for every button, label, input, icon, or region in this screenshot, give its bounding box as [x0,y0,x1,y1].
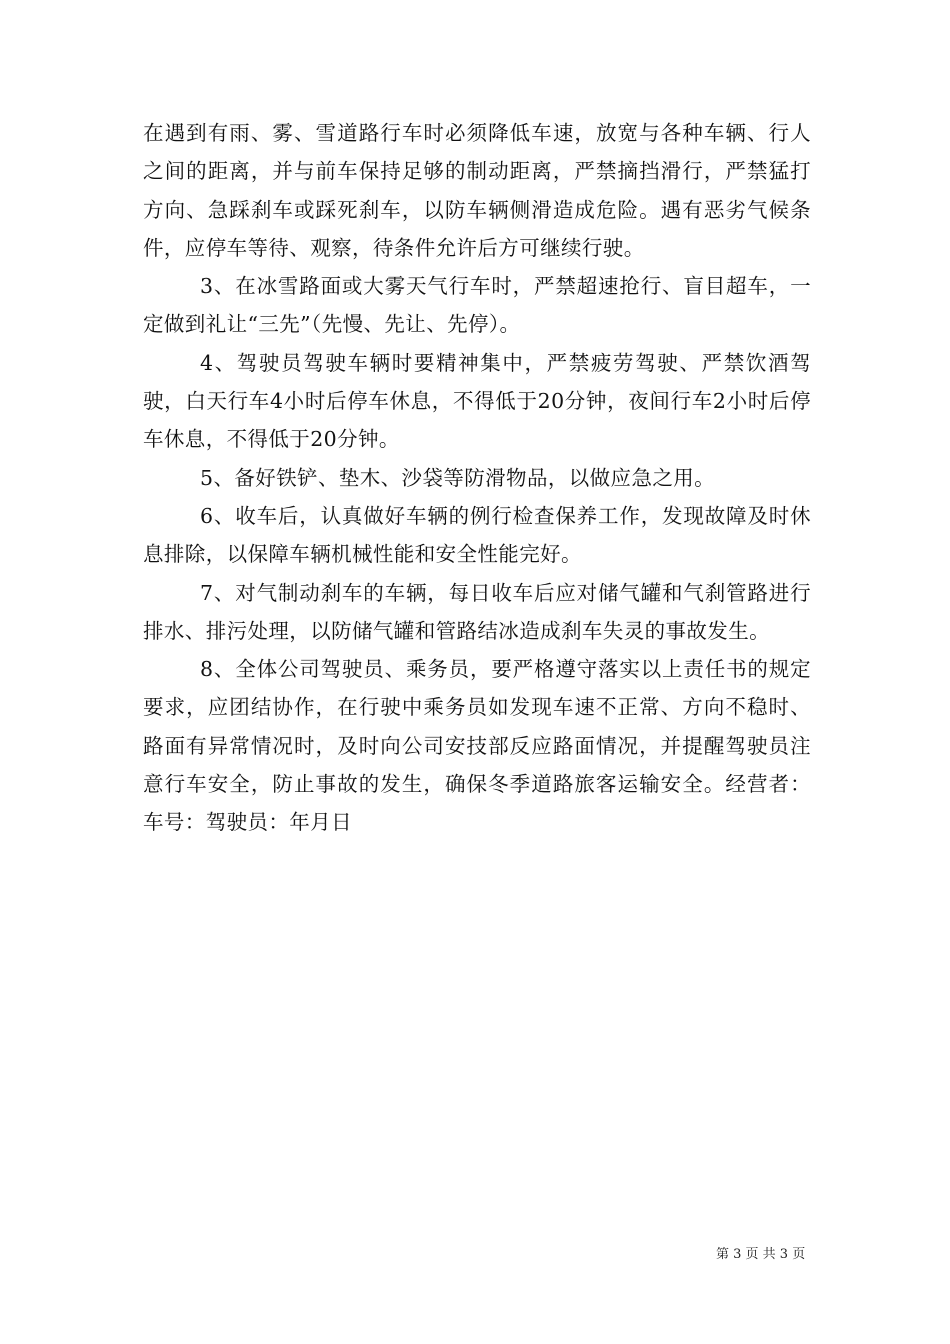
paragraph-item-4: 4、驾驶员驾驶车辆时要精神集中，严禁疲劳驾驶、严禁饮酒驾驶，白天行车4小时后停车休息，不得低于20分钟，夜间行车2小时后停车休息，不得低于20分钟。 [143,350,811,452]
document-body [143,114,811,842]
page-number-footer: 第 3 页 共 3 页 [716,1247,806,1262]
paragraph-continuation: 在遇到有雨、雾、雪道路行车时必须降低车速，放宽与各种车辆、行人之间的距离，并与前车保持足够的制动距离，严禁摘挡滑行，严禁猛打方向、急踩刹车或踩死刹车，以防车辆侧滑造成危险。遇有恶劣气候条件，应停车等待、观察，待条件允许后方可继续行驶。 [143,121,811,260]
paragraph-item-6: 6、收车后，认真做好车辆的例行检查保养工作，发现故障及时休息排除，以保障车辆机械性能和安全性能完好。 [143,503,811,567]
paragraph-item-3: 3、在冰雪路面或大雾天气行车时，严禁超速抢行、盲目超车，一定做到礼让“三先”（先慢、先让、先停）。 [143,274,811,337]
paragraph-item-5: 5、备好铁铲、垫木、沙袋等防滑物品，以做应急之用。 [200,465,716,490]
paragraph-item-8: 8、全体公司驾驶员、乘务员，要严格遵守落实以上责任书的规定要求，应团结协作，在行驶中乘务员如发现车速不正常、方向不稳时、路面有异常情况时，及时向公司安技部反应路面情况，并提醒驾驶员注意行车安全，防止事故的发生，确保冬季道路旅客运输安全。经营者：车号：驾驶员：年月日 [143,657,811,835]
paragraph-item-7: 7、对气制动刹车的车辆，每日收车后应对储气罐和气刹管路进行排水、排污处理，以防储气罐和管路结冰造成刹车失灵的事故发生。 [143,580,811,643]
